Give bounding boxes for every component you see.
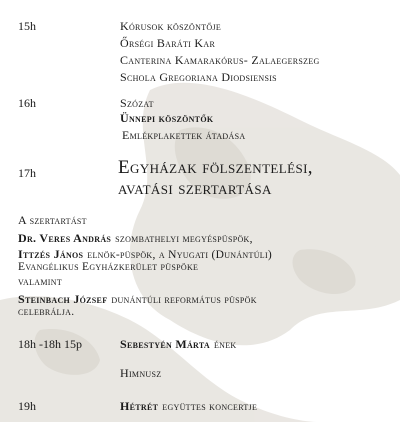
program-heading: Egyházak fölszentelési, — [118, 157, 313, 178]
program-line: Schola Gregoriana Diodsiensis — [120, 70, 277, 84]
performer-suffix: ének — [213, 339, 237, 351]
program-line: Emlékplakettek átadása — [122, 128, 246, 142]
program-line: Canterina Kamarakórus- Zalaegerszeg — [120, 53, 320, 67]
program-line: Kórusok köszöntője — [120, 19, 222, 33]
time-15h: 15h — [18, 19, 36, 33]
ceremony-intro: A szertartást — [18, 213, 87, 227]
performer-name: Hétrét — [120, 399, 159, 413]
person-role: Evangélikus Egyházkerület püspöke — [18, 261, 199, 273]
evening-line — [120, 335, 237, 353]
time-18h: 18h -18h 15p — [18, 337, 82, 351]
time-16h: 16h — [18, 96, 36, 110]
person-name: Dr. Veres András — [18, 231, 112, 245]
time-19h: 19h — [18, 399, 36, 413]
ceremony-valamint: valamint — [18, 276, 63, 288]
evening-line — [120, 397, 257, 415]
person-name: Ittzés János — [18, 247, 84, 261]
time-17h: 17h — [18, 166, 36, 180]
himnusz: Himnusz — [120, 366, 162, 380]
program-line: Szózat — [120, 96, 154, 110]
person-name: Steinbach József — [18, 292, 108, 306]
program-line-highlight: Ünnepi köszöntők — [120, 111, 214, 125]
program-line: Őrségi Baráti Kar — [120, 36, 216, 50]
ceremony-closing: celebrálja. — [18, 306, 75, 318]
person-role: szombathelyi megyéspüspök, — [115, 233, 253, 245]
performer-name: Sebestyén Márta — [120, 337, 210, 351]
performer-suffix: együttes koncertje — [162, 401, 258, 413]
program-heading: avatási szertartása — [118, 178, 272, 199]
person-role: elnök-püspök, a Nyugati (Dunántúli) — [87, 249, 273, 261]
person-role: dunántúli református püspök — [111, 294, 257, 306]
